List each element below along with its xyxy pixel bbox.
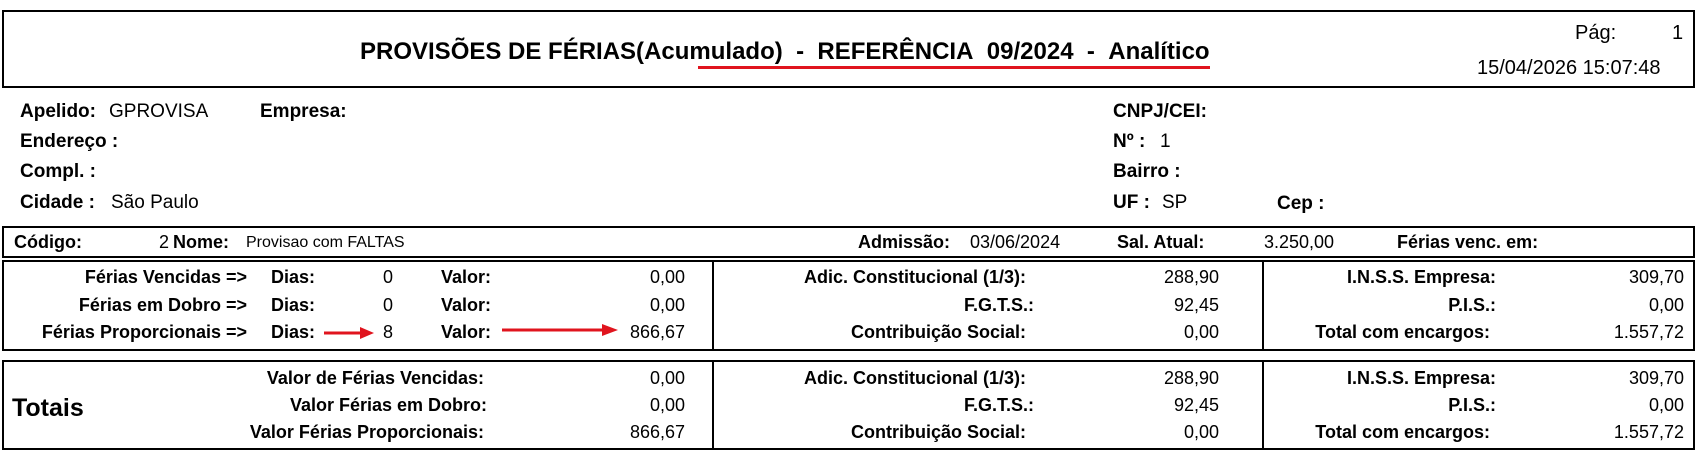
detail-valor-label: Valor:: [441, 267, 492, 287]
cidade-value: São Paulo: [111, 192, 199, 213]
annotation-arrow-valor: [502, 322, 620, 338]
uf-value: SP: [1162, 192, 1188, 213]
totals-contrib-value: 0,00: [1183, 422, 1219, 442]
detail-valor-label: Valor:: [441, 322, 492, 342]
totals-proporcionais-value: 866,67: [629, 422, 685, 442]
ferias-venc-label: Férias venc. em:: [1397, 232, 1539, 252]
title-sep2: -: [1086, 38, 1095, 65]
totals-total-label: Total com encargos:: [1315, 422, 1490, 442]
detail-label-dobro: Férias em Dobro =>: [78, 295, 247, 315]
annotation-arrow-dias: [324, 325, 376, 341]
detail-pis-label: P.I.S.:: [1448, 295, 1496, 315]
apelido-value: GPROVISA: [109, 101, 209, 122]
totals-total-value: 1.557,72: [1613, 422, 1684, 442]
page-number: 1: [1672, 22, 1684, 44]
cnpj-label: CNPJ/CEI:: [1113, 101, 1207, 122]
title-referencia: REFERÊNCIA: [817, 38, 974, 65]
detail-valor-proporcionais: 866,67: [629, 322, 685, 342]
totals-adic-value: 288,90: [1163, 368, 1219, 388]
totals-divider-1: [712, 360, 714, 450]
cep-label: Cep :: [1277, 193, 1325, 214]
detail-valor-label: Valor:: [441, 295, 492, 315]
detail-pis-value: 0,00: [1648, 295, 1684, 315]
admissao-value: 03/06/2024: [970, 232, 1061, 252]
codigo-label: Código:: [14, 232, 82, 252]
bairro-label: Bairro :: [1113, 161, 1181, 182]
compl-label: Compl. :: [20, 161, 96, 182]
totals-dobro-value: 0,00: [649, 395, 685, 415]
totals-vencidas-value: 0,00: [649, 368, 685, 388]
endereco-label: Endereço :: [20, 131, 119, 152]
codigo-value: 2: [159, 232, 170, 252]
salario-value: 3.250,00: [1264, 232, 1335, 252]
apelido-label: Apelido:: [20, 101, 96, 122]
detail-dias-dobro: 0: [383, 295, 394, 315]
nome-label: Nome:: [173, 232, 230, 252]
totals-pis-label: P.I.S.:: [1448, 395, 1496, 415]
annotation-underline: [698, 66, 1210, 69]
detail-dias-proporcionais: 8: [383, 322, 394, 342]
detail-fgts-label: F.G.T.S.:: [963, 295, 1034, 315]
totals-inss-value: 309,70: [1628, 368, 1684, 388]
admissao-label: Admissão:: [858, 232, 951, 252]
detail-label-vencidas: Férias Vencidas =>: [84, 267, 247, 287]
totals-dobro-label: Valor Férias em Dobro:: [289, 395, 487, 415]
totals-heading: Totais: [12, 394, 84, 422]
totals-divider-2: [1262, 360, 1264, 450]
nome-value: Provisao com FALTAS: [246, 234, 405, 251]
detail-dias-vencidas: 0: [383, 267, 394, 287]
totals-fgts-value: 92,45: [1173, 395, 1219, 415]
page-label: Pág:: [1575, 22, 1617, 44]
detail-valor-dobro: 0,00: [649, 295, 685, 315]
report-datetime: 15/04/2026 15:07:48: [1477, 57, 1661, 79]
detail-contrib-value: 0,00: [1183, 322, 1219, 342]
detail-divider-1: [712, 260, 714, 351]
title-period: 09/2024: [986, 38, 1074, 65]
title-acumulado: Acumulado): [644, 38, 783, 65]
title-main: PROVISÕES DE FÉRIAS(: [360, 38, 645, 65]
totals-contrib-label: Contribuição Social:: [850, 422, 1026, 442]
detail-total-value: 1.557,72: [1613, 322, 1684, 342]
totals-pis-value: 0,00: [1648, 395, 1684, 415]
totals-adic-label: Adic. Constitucional (1/3):: [803, 368, 1026, 388]
detail-dias-label: Dias:: [271, 322, 316, 342]
detail-label-proporcionais: Férias Proporcionais =>: [41, 322, 247, 342]
detail-dias-label: Dias:: [271, 295, 316, 315]
detail-total-label: Total com encargos:: [1315, 322, 1490, 342]
title-sep1: -: [796, 38, 805, 65]
title-mode: Analítico: [1108, 38, 1210, 65]
totals-proporcionais-label: Valor Férias Proporcionais:: [249, 422, 484, 442]
numero-value: 1: [1160, 131, 1171, 152]
detail-fgts-value: 92,45: [1173, 295, 1219, 315]
totals-fgts-label: F.G.T.S.:: [963, 395, 1034, 415]
detail-inss-value: 309,70: [1628, 267, 1684, 287]
totals-vencidas-label: Valor de Férias Vencidas:: [266, 368, 484, 388]
cidade-label: Cidade :: [20, 192, 95, 213]
detail-valor-vencidas: 0,00: [649, 267, 685, 287]
report-title: [360, 40, 1210, 64]
detail-adic-value: 288,90: [1163, 267, 1219, 287]
uf-label: UF :: [1113, 192, 1150, 213]
detail-dias-label: Dias:: [271, 267, 316, 287]
detail-adic-label: Adic. Constitucional (1/3):: [803, 267, 1026, 287]
detail-contrib-label: Contribuição Social:: [850, 322, 1026, 342]
detail-inss-label: I.N.S.S. Empresa:: [1346, 267, 1496, 287]
salario-label: Sal. Atual:: [1117, 232, 1205, 252]
numero-label: Nº :: [1113, 131, 1146, 152]
detail-divider-2: [1262, 260, 1264, 351]
totals-inss-label: I.N.S.S. Empresa:: [1346, 368, 1496, 388]
empresa-label: Empresa:: [260, 101, 347, 122]
